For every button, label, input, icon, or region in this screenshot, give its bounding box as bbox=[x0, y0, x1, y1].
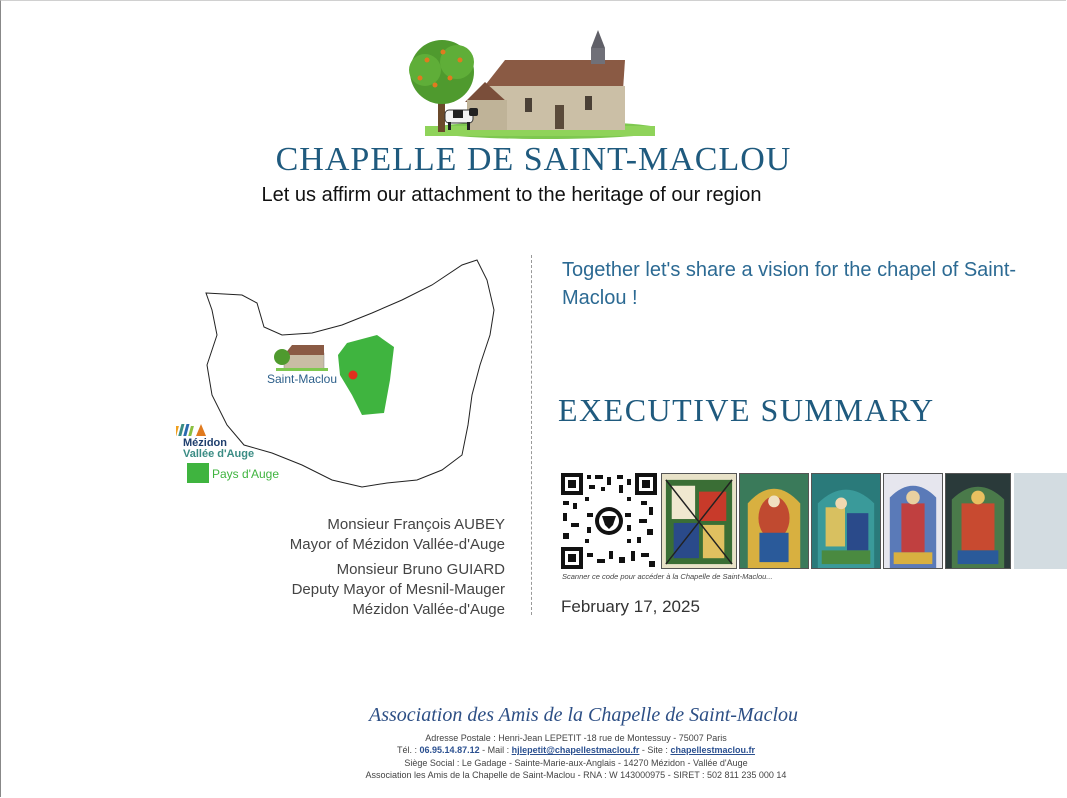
page-title: CHAPELLE DE SAINT-MACLOU bbox=[275, 141, 792, 178]
stained-glass-image bbox=[661, 473, 737, 569]
phone-number[interactable]: 06.95.14.87.12 bbox=[419, 745, 480, 755]
signatory-title: Mayor of Mézidon Vallée-d'Auge bbox=[289, 536, 505, 553]
stained-glass-image bbox=[883, 473, 943, 569]
postal-address: Adresse Postale : Henri-Jean LEPETIT -18 rue de Montessuy - 75007 Paris bbox=[425, 733, 727, 743]
contact-line: Tél. : 06.95.14.87.12 - Mail : hjlepetit@chapellestmaclou.fr - Site : chapellestmaclou.fr bbox=[397, 745, 755, 755]
chapel-illustration bbox=[405, 30, 655, 142]
document-date: February 17, 2025 bbox=[561, 597, 700, 616]
legend-swatch bbox=[187, 463, 209, 483]
website-link[interactable]: chapellestmaclou.fr bbox=[670, 745, 755, 755]
legend-label: Pays d'Auge bbox=[212, 467, 280, 481]
stained-glass-image bbox=[811, 473, 881, 569]
mezidon-logo-icon bbox=[176, 422, 206, 436]
signatory-title: Deputy Mayor of Mesnil-Mauger bbox=[291, 581, 505, 598]
registered-office: Siège Social : Le Gadage - Sainte-Marie-aux-Anglais - 14270 Mézidon - Vallée d'Auge bbox=[404, 758, 748, 768]
location-marker bbox=[349, 371, 358, 380]
stained-glass-image bbox=[739, 473, 809, 569]
pays-auge-region bbox=[338, 335, 394, 415]
map-town-label: Saint-Maclou bbox=[267, 372, 338, 386]
vision-statement: Together let's share a vision for the chapel of Saint-Maclou ! bbox=[562, 259, 1017, 309]
vallee-auge-logo-text: Vallée d'Auge bbox=[183, 448, 255, 460]
qr-code[interactable] bbox=[561, 473, 657, 569]
column-divider bbox=[531, 255, 532, 615]
legal-info: Association les Amis de la Chapelle de Saint-Maclou - RNA : W 143000975 - SIRET : 502 811 235 000 14 bbox=[365, 770, 787, 780]
summary-title: EXECUTIVE SUMMARY bbox=[558, 392, 935, 428]
signatory-commune: Mézidon Vallée-d'Auge bbox=[352, 601, 505, 618]
signatory-name: Monsieur Bruno GUIARD bbox=[336, 561, 505, 578]
qr-caption: Scanner ce code pour accéder à la Chapelle de Saint-Maclou... bbox=[562, 572, 773, 581]
email-link[interactable]: hjlepetit@chapellestmaclou.fr bbox=[511, 745, 640, 755]
association-name: Association des Amis de la Chapelle de Saint-Maclou bbox=[368, 704, 798, 726]
mezidon-logo-text: Mézidon bbox=[183, 437, 227, 449]
tagline: Let us affirm our attachment to the heritage of our region bbox=[261, 184, 762, 206]
decorative-panel bbox=[1014, 473, 1067, 569]
signatory-name: Monsieur François AUBEY bbox=[327, 516, 505, 533]
stained-glass-image bbox=[945, 473, 1011, 569]
